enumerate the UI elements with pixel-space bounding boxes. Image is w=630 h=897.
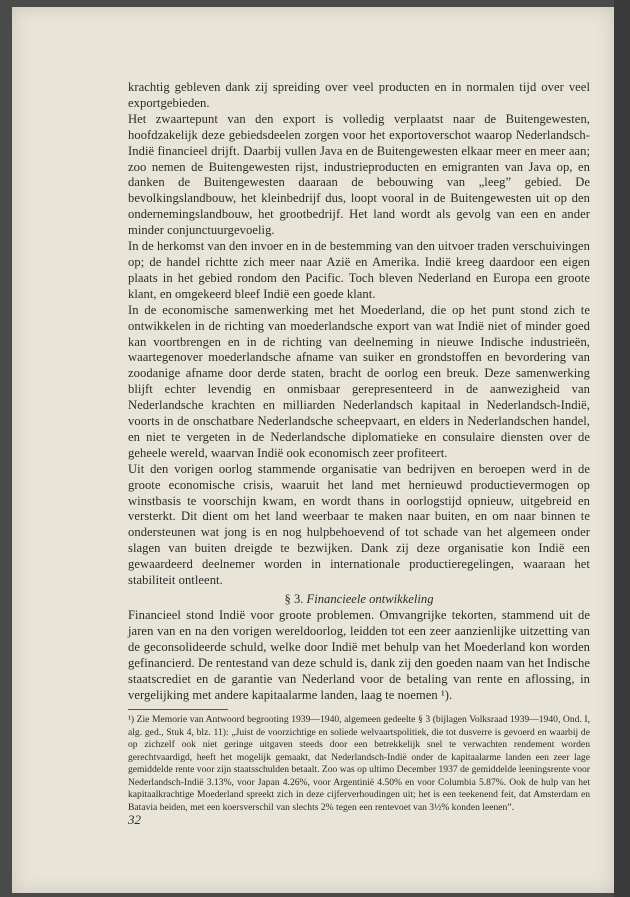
paragraph-1: krachtig gebleven dank zij spreiding over veel producten en in normalen tijd over veel exportgebieden.: [128, 80, 590, 110]
paragraph-5: Uit den vorigen oorlog stammende organisatie van bedrijven en beroepen werd in de groote economische crisis, waaruit het land met hernieuwd productievermogen op winstbasis te voorschijn kwam, en wordt thans in oorlogstijd opnieuw, uitgebreid en versterkt. Dit dient om het land weerbaar te maken naar buiten, en om naar binnen te ondersteunen wat jong is en nog hulpbehoevend of tot schade van het algemeen onder slagen van buiten dreigde te bezwijken. Dank zij deze organisatie kon Indië een gewaardeerd deelnemer worden in internationale productieregelingen, waaraan het stabiliteit ontleent.: [128, 461, 590, 588]
section-title: Financieele ontwikkeling: [306, 592, 434, 606]
footnote-rule: [128, 709, 228, 710]
paragraph-3: In de herkomst van den invoer en in de bestemming van den uitvoer traden verschuivingen op; de handel richtte zich meer naar Azië en Amerika. Indië kreeg daardoor een eigen plaats in het gebied rondom den Pacific. Toch bleven Nederland en Europa een groote klant, en omgekeerd bleef Indië een goede klant.: [128, 239, 590, 301]
paragraph-2: Het zwaartepunt van den export is volledig verplaatst naar de Buitengewesten, hoofdzakelijk deze gebiedsdeelen zorgen voor het exportoverschot waarop Nederlandsch-Indië financieel drijft. Daarbij vullen Java en de Buitengewesten elkaar meer en meer aan; zoo nemen de Buitengewesten rijst, industrieproducten en emigranten van Java op, en danken de Buitengewesten daaraan de bebouwing van „leeg” gebied. De bevolkingslandbouw, het kleinbedrijf dus, loopt vooral in de Buitengewesten uit op den ondernemingslandbouw, het grootbedrijf. Het land wordt als gevolg van een en ander minder conjunctuurgevoelig.: [128, 111, 590, 238]
book-spine: [614, 0, 630, 897]
section-number: § 3.: [284, 592, 304, 606]
footnote-reference: ¹): [440, 687, 450, 702]
footnote: ¹) Zie Memorie van Antwoord begrooting 1939—1940, algemeen gedeelte § 3 (bijlagen Volksraad 1939—1940, Ond. I, alg. ged., Stuk 4, blz. 11): „Juist de voorzichtige en soliede welvaartspolitiek, die tot dusverre is gevoerd en waarbij de op zichzelf ook niet geringe uitgaven steeds door een betrekkelijk snel te verwachten rendement worden gerechtvaardigd, heeft het mogelijk gemaakt, dat Nederlandsch-Indië onder de kapitaalarme landen een zeer lage gemiddelde rente voor zijn staatsschulden betaalt. Zoo was op ultimo December 1937 de gemiddelde leeningsrente voor Nederlandsch-Indië 3.13%, voor Japan 4.26%, voor Argentinië 4.50% en voor Columbia 5.87%. Ook de hulp van het kapitaalkrachtige Moederland spreekt zich in deze cijferverhoudingen uit; het is een teekenend feit, dat Amsterdam en Batavia beiden, met een koersverschil van slechts 2% tegen een rentevoet van 3½% konden leenen”.: [128, 714, 590, 813]
section-heading: [128, 590, 590, 608]
page-content: [128, 80, 590, 814]
section-paragraph: Financieel stond Indië voor groote problemen. Omvangrijke tekorten, stammend uit de jaren van en na den vorigen wereldoorlog, leidden tot een zeer aanzienlijke uitzetting van de geconsolideerde schuld, welke door Indië met behulp van het Moederland kon worden gefinancierd. De rentestand van deze schuld is, dank zij den goeden naam van het Indische staatscrediet en de garantie van Nederland voor de betaling van rente en aflossing, in vergelijking met andere kapitaalarme landen, laag te noemen ¹).: [128, 608, 590, 702]
paragraph-4: In de economische samenwerking met het Moederland, die op het punt stond zich te ontwikkelen in de richting van moederlandsche export van wat Indië niet of minder goed kan voortbrengen en in de richting van deelneming in nieuwe Indische industrieën, waartegenover moederlandsche afname van suiker en grondstoffen en bevordering van zoodanige afname door derde staten, bracht de oorlog een breuk. Deze samenwerking blijft echter levendig en onmisbaar gerepresenteerd in de aanwezigheid van Nederlandsche krachten en milliarden Nederlandsch kapitaal in Nederlandsch-Indië, voorts in de onschatbare Nederlandsche scheepvaart, en elders in Nederlandschen handel, en niet te vergeten in de Nederlandsche diplomatieke en consulaire diensten over de geheele wereld, waarvan Indië ook economisch zeer profiteert.: [128, 302, 590, 460]
book-page: [12, 7, 614, 893]
section-paragraph-text: Financieel stond Indië voor groote problemen. Omvangrijke tekorten, stammend uit de jaren van en na den vorigen wereldoorlog, leidden tot een zeer aanzienlijke uitzetting van de geconsolideerde schuld, welke door Indië met behulp van het Moederland kon worden gefinancierd. De rentestand van deze schuld is, dank zij den goeden naam van het Indische staatscrediet en de garantie van Nederland voor de betaling van rente en aflossing, in vergelijking met andere kapitaalarme landen, laag te noemen: [128, 608, 590, 702]
page-number: 32: [128, 812, 141, 827]
